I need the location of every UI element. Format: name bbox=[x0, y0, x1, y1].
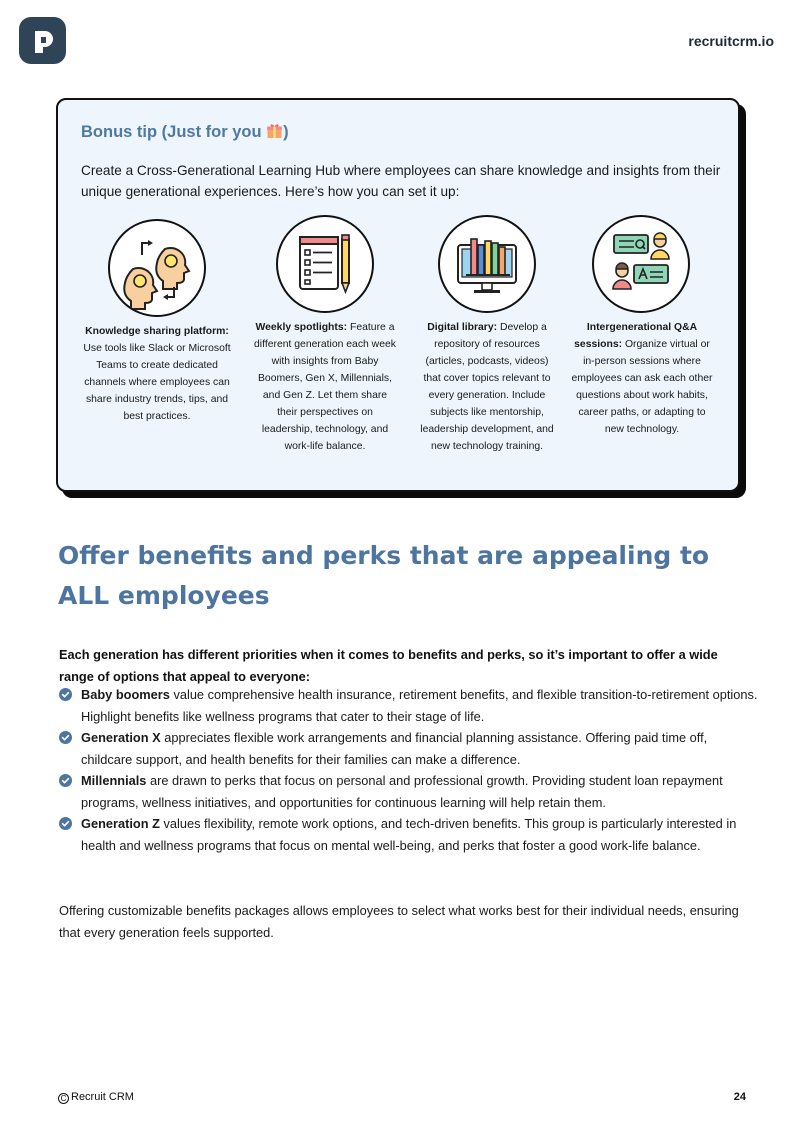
benefits-list bbox=[59, 684, 759, 856]
tip-item-2 bbox=[253, 319, 397, 455]
head-lightbulb-icon bbox=[108, 219, 206, 317]
list-item bbox=[59, 770, 759, 813]
section-lead: Each generation has different priorities when it comes to benefits and perks, so it’s important to offer a wide range of options that appeal to everyone: bbox=[59, 647, 718, 684]
tip-item-1 bbox=[81, 323, 233, 425]
tip-item-1-title: Knowledge sharing platform: bbox=[85, 326, 229, 337]
qa-chat-people-icon bbox=[592, 215, 690, 313]
tip-item-2-title: Weekly spotlights: bbox=[255, 322, 348, 333]
list-item-text: value comprehensive health insurance, retirement benefits, and flexible transition-to-retirement options. Highlight benefits like wellness programs that cater to their stage of life. bbox=[81, 687, 758, 724]
footer-brand-name: Recruit CRM bbox=[71, 1091, 134, 1103]
tip-item-1-text: Use tools like Slack or Microsoft Teams to create dedicated channels where employees can share industry trends, tips, and best practices. bbox=[83, 343, 231, 422]
tip-item-2-text: Feature a different generation each week with insights from Baby Boomers, Gen X, Millennials, and Gen Z. Let them share their perspectives on leadership, technology, and work-life balance. bbox=[254, 322, 396, 452]
gift-icon bbox=[266, 122, 283, 144]
tip-item-4-title: Intergenerational Q&A sessions: bbox=[574, 322, 698, 350]
list-item bbox=[59, 684, 759, 727]
checklist-pencil-icon bbox=[276, 215, 374, 313]
list-item bbox=[59, 727, 759, 770]
bonus-tip-intro: Create a Cross-Generational Learning Hub where employees can share knowledge and insights from their unique generational experiences. Here’s how you can set it up: bbox=[81, 163, 721, 199]
list-item-title: Generation Z bbox=[81, 816, 160, 831]
check-circle-icon bbox=[59, 731, 72, 744]
section-heading: Offer benefits and perks that are appealing to ALL employees bbox=[58, 541, 710, 610]
closing-paragraph: Offering customizable benefits packages allows employees to select what works best for their individual needs, ensuring that every generation feels supported. bbox=[59, 903, 739, 940]
check-circle-icon bbox=[59, 817, 72, 830]
tip-item-3 bbox=[416, 319, 558, 455]
bonus-tip-box bbox=[56, 98, 740, 492]
list-item-title: Generation X bbox=[81, 730, 161, 745]
recruitcrm-logo-icon bbox=[19, 17, 66, 64]
list-item bbox=[59, 813, 759, 856]
footer-brand bbox=[58, 1091, 134, 1104]
bonus-tip-title: Bonus tip (Just for you ) bbox=[81, 122, 289, 144]
list-item-text: values flexibility, remote work options, and tech-driven benefits. This group is particularly interested in health and wellness programs that focus on mental well-being, and perks that foster a good work-life balance. bbox=[81, 816, 737, 853]
list-item-title: Millennials bbox=[81, 773, 147, 788]
list-item-text: appreciates flexible work arrangements and financial planning assistance. Offering paid time off, childcare support, and health benefits for their families can make a difference. bbox=[81, 730, 708, 767]
tip-item-4 bbox=[568, 319, 716, 438]
tip-item-3-title: Digital library: bbox=[427, 322, 498, 333]
monitor-library-books-icon bbox=[438, 215, 536, 313]
check-circle-icon bbox=[59, 774, 72, 787]
list-item-text: are drawn to perks that focus on personal and professional growth. Providing student loan repayment programs, wellness initiatives, and opportunities for continuous learning will help retain them. bbox=[81, 773, 723, 810]
copyright-icon: C bbox=[58, 1093, 69, 1104]
tip-item-3-text: Develop a repository of resources (articles, podcasts, videos) that cover topics relevant to every generation. Include subjects like mentorship, leadership development, and new technology training. bbox=[420, 322, 554, 452]
site-url[interactable]: recruitcrm.io bbox=[688, 33, 774, 49]
page-number: 24 bbox=[733, 1091, 746, 1103]
list-item-title: Baby boomers bbox=[81, 687, 170, 702]
check-circle-icon bbox=[59, 688, 72, 701]
tip-item-4-text: Organize virtual or in-person sessions where employees can ask each other questions about work habits, career paths, or adapting to new technology. bbox=[571, 339, 713, 435]
